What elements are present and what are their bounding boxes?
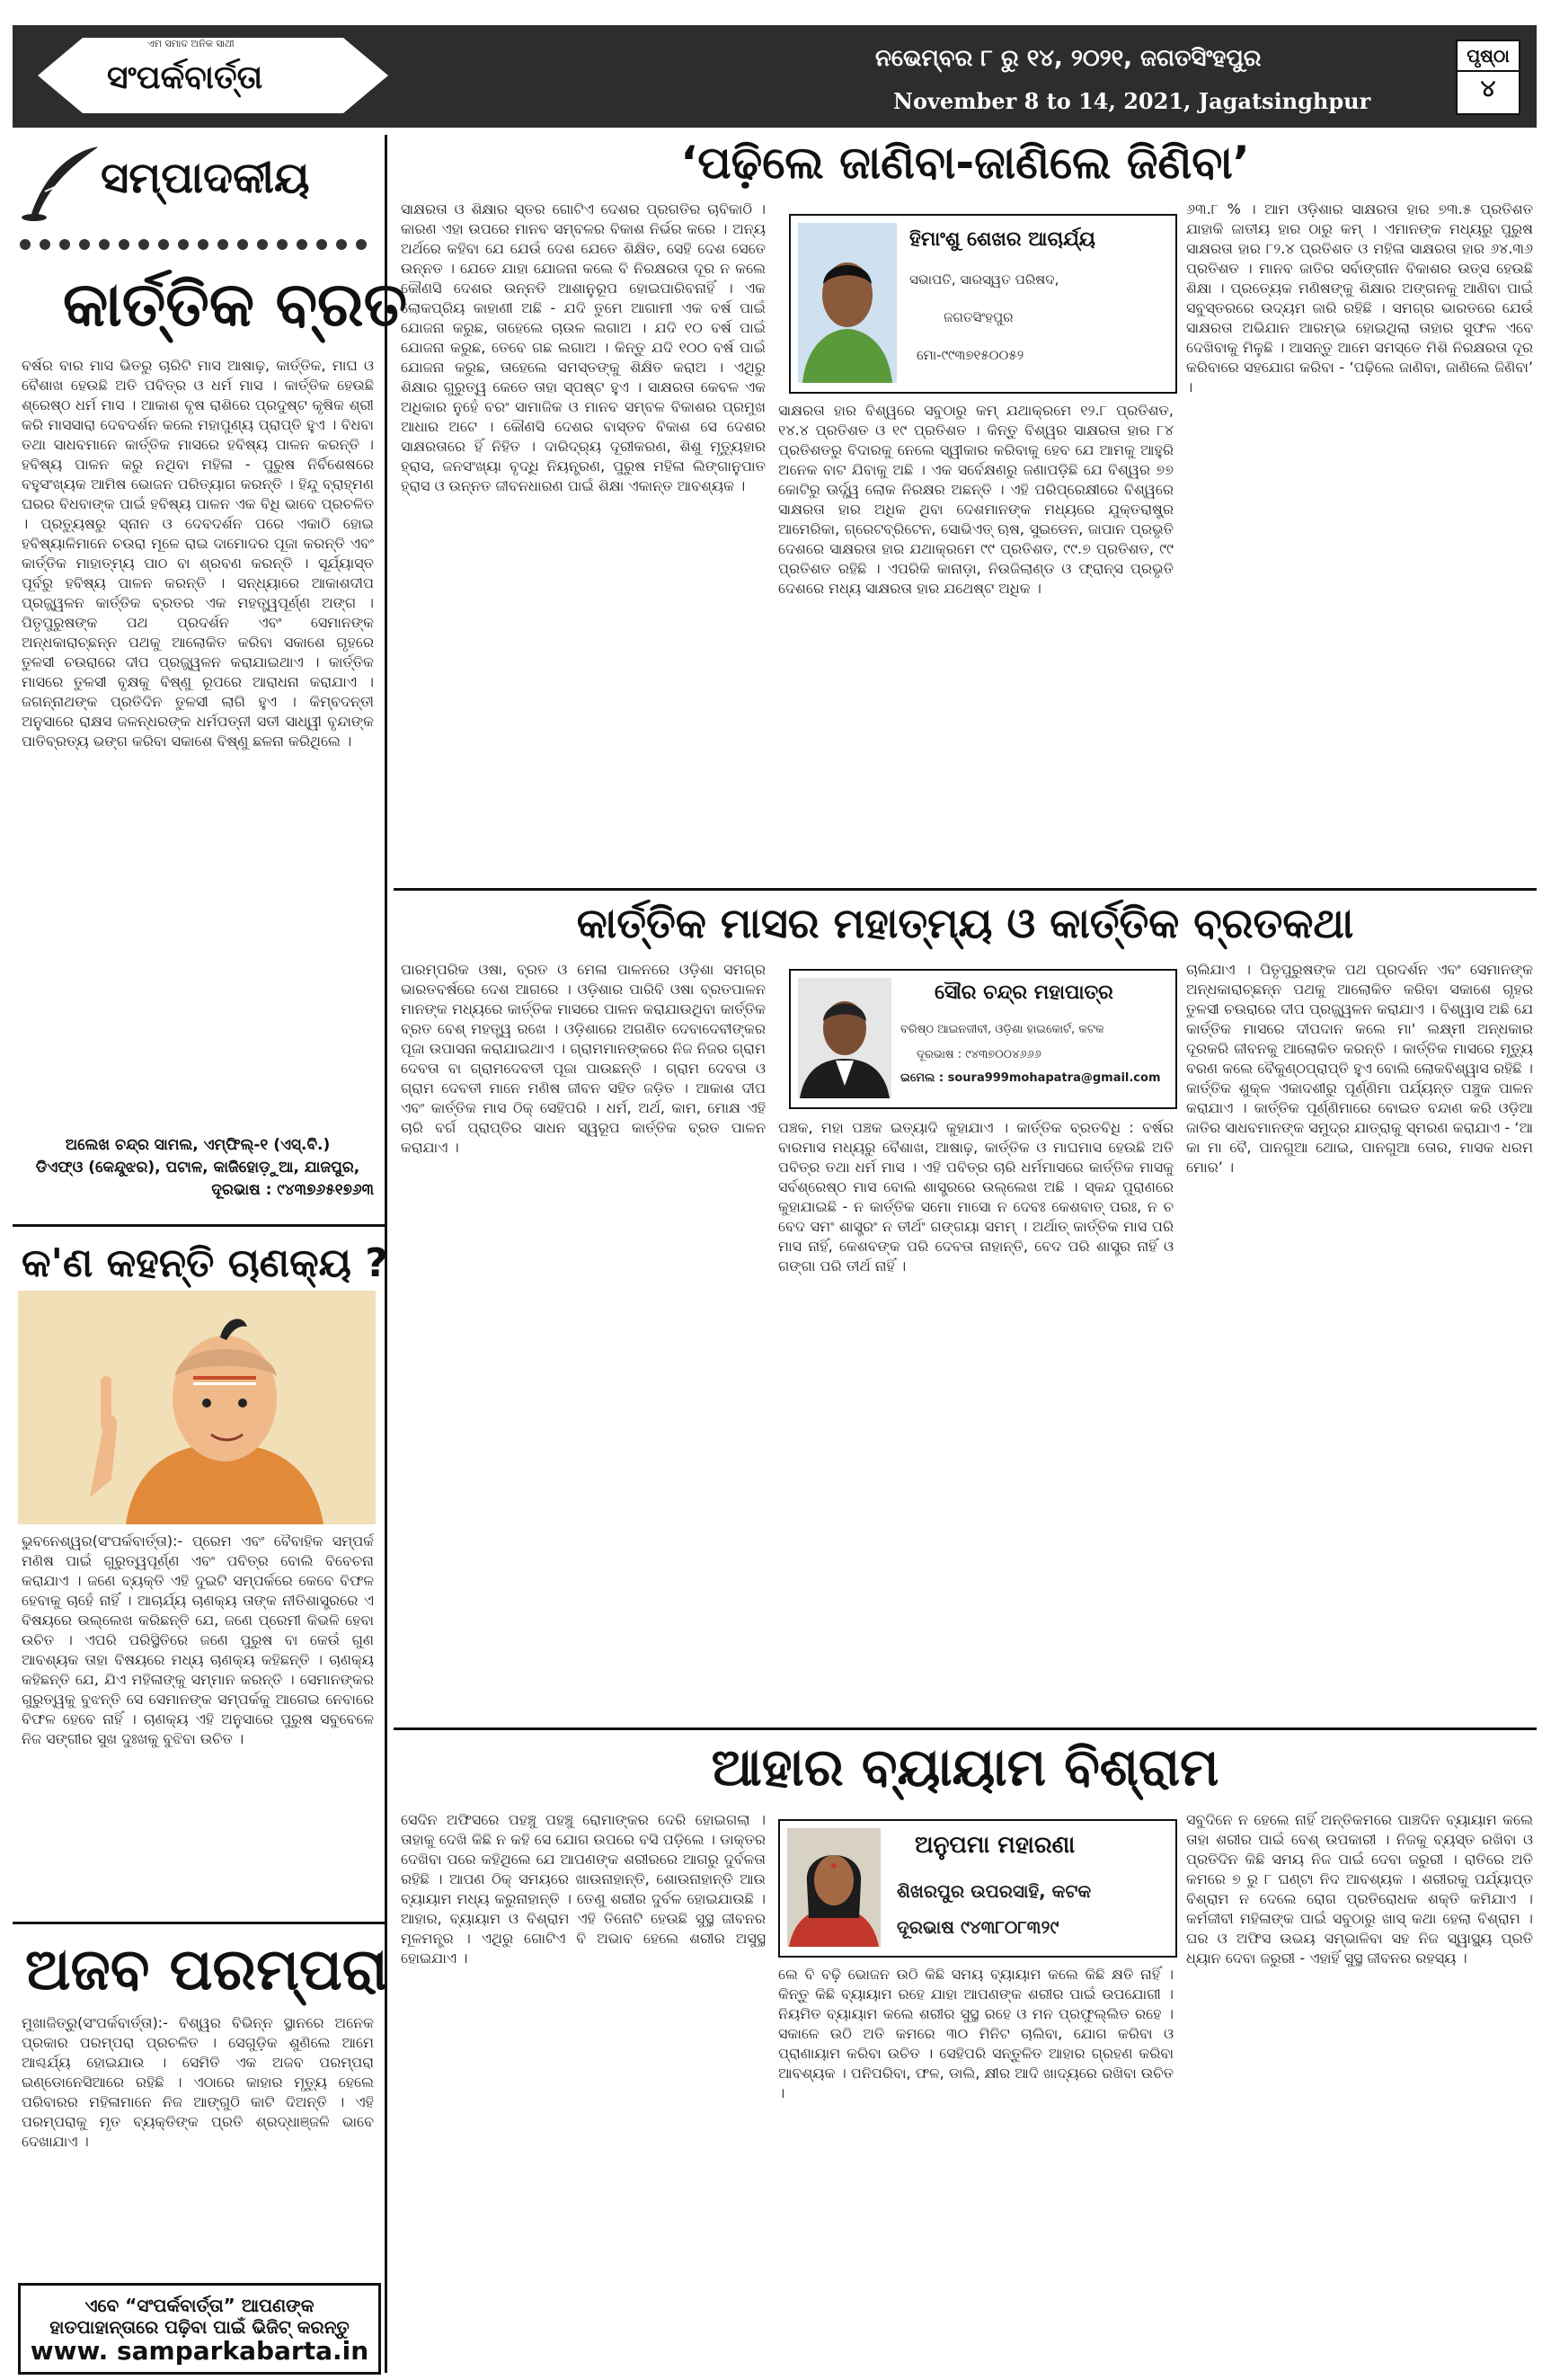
author-phone: ଦୂରଭାଷ : ୯୪୩୭୦୦୪୬୬୬ [917, 1048, 1041, 1061]
editorial-heading: ସମ୍ପାଦକୀୟ [101, 153, 310, 203]
logo-tagline: ଏମ ସମାଦ ଅନିକ ସାଥୀ [147, 38, 235, 49]
author-box [789, 214, 1177, 394]
article-column: ସାକ୍ଷରତା ଓ ଶିକ୍ଷାର ସ୍ତର ଗୋଟିଏ ଦେଶର ପ୍ରଗତିର ଚାବିକାଠି । କାରଣ ଏହା ଉପରେ ମାନବ ସମ୍ବଳର ବିକାଶ ନିର୍ଭର କରେ । ଅନ୍ୟ ଅର୍ଥରେ କହିବା ଯେ ଯେଉଁ ଦେଶ ଯେତେ ଶିକ୍ଷିତ, ସେହି ଦେଶ ସେତେ ଉନ୍ନତ । ଯେତେ ଯାହା ଯୋଜନା କଲେ ବି ନିରକ୍ଷରତା ଦୂର ନ କଲେ କୌଣସି ଦେଶର ଉନ୍ନତି ଆଶାନୁରୂପ ହୋଇପାରିବନାହିଁ । ଏକ ଲୋକପ୍ରିୟ କାହାଣୀ ଅଛି - ଯଦି ତୁମେ ଆଗାମୀ ଏକ ବର୍ଷ ପାଇଁ ଯୋଜନା କରୁଛ, ତାହେଲେ ଚାଉଳ ଲଗାଅ । ଯଦି ୧୦ ବର୍ଷ ପାଇଁ ଯୋଜନା କରୁଛ, ତେବେ ଗଛ ଲଗାଅ । କିନ୍ତୁ ଯଦି ୧୦୦ ବର୍ଷ ପାଇଁ ଯୋଜନା କରୁଛ, ତାହେଲେ ସମସ୍ତଙ୍କୁ ଶିକ୍ଷିତ କରାଅ । ଏଥିରୁ ଶିକ୍ଷାର ଗୁରୁତ୍ୱ କେତେ ତାହା ସ୍ପଷ୍ଟ ହୁଏ । ସାକ୍ଷରତା କେବଳ ଏକ ଅଧିକାର ନୁହେଁ ବରଂ ସାମାଜିକ ଓ ମାନବ ସମ୍ବଳ ବିକାଶର ପ୍ରମୁଖ ଆଧାର ଅଟେ । କୌଣସି ଦେଶର ବାସ୍ତବ ବିକାଶ ସେ ଦେଶର ସାକ୍ଷରତାରେ ହିଁ ନିହିତ । ଦାରିଦ୍ର୍ୟ ଦୂରୀକରଣ, ଶିଶୁ ମୃତ୍ୟୁହାର ହ୍ରାସ, ଜନସଂଖ୍ୟା ବୃଦ୍ଧି ନିୟନ୍ତ୍ରଣ, ପୁରୁଷ ମହିଳା ଲିଙ୍ଗାନୁପାତ ହ୍ରାସ ଓ ଉନ୍ନତ ଜୀବନଧାରଣ ପାଇଁ ଶିକ୍ଷା ଏକାନ୍ତ ଆବଶ୍ୟକ । [401, 200, 766, 494]
author-email: ଇମେଲ : soura999mohapatra@gmail.com [900, 1071, 1161, 1085]
article-column: ସେଦିନ ଅଫିସରେ ପହଞ୍ଚୁ ପହଞ୍ଚୁ ରୋମାଙ୍କର ଦେରି ହୋଇଗଲା । ତାହାକୁ ଦେଖି କିଛି ନ କହି ସେ ଯୋଗ ଉପରେ ବସି ପଡ଼ିଲେ । ଡାକ୍ତର ଦେଖିବା ପରେ କହିଥିଲେ ଯେ ଆପଣଙ୍କ ଶରୀରରେ ଆଗରୁ ଦୁର୍ବଳତା ରହିଛି । ଆପଣ ଠିକ୍ ସମୟରେ ଖାଉନାହାନ୍ତି, ଶୋଉନାହାନ୍ତି ଆଉ ବ୍ୟାୟାମ ମଧ୍ୟ କରୁନାହାନ୍ତି । ତେଣୁ ଶରୀର ଦୁର୍ବଳ ହୋଇଯାଉଛି । ଆହାର, ବ୍ୟାୟାମ ଓ ବିଶ୍ରାମ ଏହି ତିନୋଟି ହେଉଛି ସୁସ୍ଥ ଜୀବନର ମୂଳମନ୍ତ୍ର । ଏଥିରୁ ଗୋଟିଏ ବି ଅଭାବ ହେଲେ ଶରୀର ଅସୁସ୍ଥ ହୋଇଯାଏ । [401, 1811, 766, 1967]
section-divider [13, 1922, 385, 1924]
author-phone: ଦୂରଭାଷ ୯୪୩୮୦୮୩୨୯ [897, 1916, 1059, 1938]
article-column: ପାରମ୍ପରିକ ଓଷା, ବ୍ରତ ଓ ମେଳା ପାଳନରେ ଓଡ଼ିଶା ସମଗ୍ର ଭାରତବର୍ଷରେ ଦେଶ ଆଗରେ । ଓଡ଼ିଶାର ପାରିବି ଓଷା ବ୍ରତପାଳନ ମାନଙ୍କ ମଧ୍ୟରେ କାର୍ତ୍ତିକ ମାସରେ ପାଳନ କରାଯାଉଥିବା କାର୍ତ୍ତିକ ବ୍ରତ ବେଶ୍ ମହତ୍ତ୍ୱ ରଖେ । ଓଡ଼ିଶାରେ ଅଗଣିତ ଦେବାଦେବୀଙ୍କର ପୂଜା ଉପାସନା କରାଯାଇଥାଏ । ଗ୍ରାମମାନଙ୍କରେ ନିଜ ନିଜର ଗ୍ରାମ ଦେବତା ବା ଗ୍ରାମଦେବତୀ ପୂଜା ପାଉଛନ୍ତି । ଗ୍ରାମ ଦେବତା ଓ ଗ୍ରାମ ଦେବତୀ ମାନେ ମଣିଷ ଜୀବନ ସହିତ ଜଡ଼ିତ । ଆକାଶ ଦୀପ ଏବଂ କାର୍ତ୍ତିକ ମାସ ଠିକ୍ ସେହିପରି । ଧର୍ମ, ଅର୍ଥ, କାମ, ମୋକ୍ଷ ଏହି ଚାରି ବର୍ଗ ପ୍ରାପ୍ତିର ସାଧନ ସ୍ୱରୂପ କାର୍ତ୍ତିକ ବ୍ରତ ପାଳନ କରାଯାଏ । [401, 961, 766, 1156]
website-link[interactable]: www. samparkabarta.in [30, 2336, 369, 2366]
masthead [13, 25, 1537, 128]
article-column: ସାକ୍ଷରତା ହାର ବିଶ୍ୱରେ ସବୁଠାରୁ କମ୍ ଯଥାକ୍ରମେ ୧୨.୮ ପ୍ରତିଶତ, ୧୪.୪ ପ୍ରତିଶତ ଓ ୧୯ ପ୍ରତିଶତ । କିନ୍ତୁ ବିଶ୍ୱର ସାକ୍ଷରତା ହାର ୮୪ ପ୍ରତିଶତରୁ ବିଦାରକୁ ନେଲେ ସ୍ୱୀକାର କରିବାକୁ ହେବ ଯେ ଆମକୁ ଆହୁରି ଅନେକ ବାଟ ଯିବାକୁ ଅଛି । ଏକ ସର୍ବେକ୍ଷଣରୁ ଜଣାପଡ଼ିଛି ଯେ ବିଶ୍ୱର ୭୭ କୋଟିରୁ ଊର୍ଦ୍ଧ୍ୱ ଲୋକ ନିରକ୍ଷର ଅଛନ୍ତି । ଏହି ପରିପ୍ରେକ୍ଷୀରେ ବିଶ୍ୱରେ ସାକ୍ଷରତା ହାର ଅଧିକ ଥିବା ଦେଶମାନଙ୍କ ମଧ୍ୟରେ ଯୁକ୍ତରାଷ୍ଟ୍ର ଆମେରିକା, ଗ୍ରେଟବ୍ରିଟେନ, ସୋଭିଏତ୍ ଋଷ, ସୁଇଡେନ, ଜାପାନ ପ୍ରଭୃତି ଦେଶରେ ସାକ୍ଷରତା ହାର ଯଥାକ୍ରମେ ୯୯ ପ୍ରତିଶତ, ୯୯.୭ ପ୍ରତିଶତ, ୯୯ ପ୍ରତିଶତ ରହିଛି । ଏପରିକି କାନାଡ଼ା, ନିଉଜିଲାଣ୍ଡ ଓ ଫ୍ରାନ୍ସ ପ୍ରଭୃତି ଦେଶରେ ମଧ୍ୟ ସାକ୍ଷରତା ହାର ଯଥେଷ୍ଟ ଅଧିକ । [778, 402, 1174, 597]
chanakya-heading: କ'ଣ କହନ୍ତି ଚାଣକ୍ୟ ? [22, 1240, 388, 1286]
promo-text: ଏବେ “ସଂପର୍କବାର୍ତ୍ତା” ଆପଣଙ୍କ ହାତପାହାନ୍ତାରେ ପଢ଼ିବା ପାଇଁ ଭିଜିଟ୍ କରନ୍ତୁ [49, 2295, 350, 2338]
author-box [789, 969, 1177, 1109]
author-box [778, 1819, 1177, 1958]
author-photo [787, 1828, 881, 1947]
author-place: ଶିଖରପୁର ଉପରସାହି, କଟକ [897, 1880, 1092, 1902]
article-headline: କାର୍ତ୍ତିକ ମାସର ମହାତ୍ମ୍ୟ ଓ କାର୍ତ୍ତିକ ବ୍ରତକଥା [576, 899, 1354, 947]
article-headline: ଆହାର ବ୍ୟାୟାମ ବିଶ୍ରାମ [711, 1736, 1219, 1798]
dotted-divider [18, 235, 376, 253]
page-label: ପୃଷ୍ଠା [1458, 41, 1519, 72]
article-column: ସବୁଦିନେ ନ ହେଲେ ନାହିଁ ଅନ୍ତିକମରେ ପାଞ୍ଚଦିନ ବ୍ୟାୟାମ କଲେ ତାହା ଶରୀର ପାଇଁ ବେଶ୍ ଉପକାରୀ । ନିଜକୁ ବ୍ୟସ୍ତ ରଖିବା ଓ ପ୍ରତିଦିନ କିଛି ସମୟ ନିଜ ପାଇଁ ଦେବା ଜରୁରୀ । ରାତିରେ ଅତି କମରେ ୭ ରୁ ୮ ଘଣ୍ଟା ନିଦ ଆବଶ୍ୟକ । ଶରୀରକୁ ପର୍ଯ୍ୟାପ୍ତ ବିଶ୍ରାମ ନ ଦେଲେ ରୋଗ ପ୍ରତିରୋଧକ ଶକ୍ତି କମିଯାଏ । କର୍ମଜୀବୀ ମହିଳାଙ୍କ ପାଇଁ ସବୁଠାରୁ ଖାସ୍ କଥା ହେଲା ବିଶ୍ରାମ । ଘର ଓ ଅଫିସ ଉଭୟ ସମ୍ଭାଳିବା ସହ ନିଜ ସ୍ୱାସ୍ଥ୍ୟ ପ୍ରତି ଧ୍ୟାନ ଦେବା ଜରୁରୀ - ଏହାହିଁ ସୁସ୍ଥ ଜୀବନର ରହସ୍ୟ । [1186, 1811, 1533, 1967]
editorial-byline [22, 1134, 374, 1202]
author-role: ସଭାପତି, ସାରସ୍ୱତ ପରିଷଦ, [909, 271, 1059, 288]
author-role: ବରିଷ୍ଠ ଆଇନଜୀବୀ, ଓଡ଼ିଶା ହାଇକୋର୍ଟ, କଟକ [900, 1023, 1104, 1036]
article-column: ଚାଲିଯାଏ । ପିତୃପୁରୁଷଙ୍କ ପଥ ପ୍ରଦର୍ଶନ ଏବଂ ସେମାନଙ୍କ ଅନ୍ଧକାରାଚ୍ଛନ୍ନ ପଥକୁ ଆଲୋକିତ କରିବା ସକାଶେ ଗୃହର ତୁଳସୀ ଚଉରାରେ ଦୀପ ପ୍ରଜ୍ଜ୍ୱଳନ କରାଯାଏ । ବିଶ୍ୱାସ ଅଛି ଯେ କାର୍ତ୍ତିକ ମାସରେ ଦୀପଦାନ କଲେ ମା' ଲକ୍ଷ୍ମୀ ଅନ୍ଧକାର ଦୂରକରି ଜୀବନକୁ ଆଲୋକିତ କରନ୍ତି । କାର୍ତ୍ତିକ ମାସରେ ମୃତ୍ୟୁ ବରଣ କଲେ ବୈକୁଣ୍ଠପ୍ରାପ୍ତି ହୁଏ ବୋଲି ଲୋକବିଶ୍ୱାସ ରହିଛି । କାର୍ତ୍ତିକ ଶୁକ୍ଳ ଏକାଦଶୀରୁ ପୂର୍ଣ୍ଣିମା ପର୍ଯ୍ୟନ୍ତ ପଞ୍ଚୁକ ପାଳନ କରାଯାଏ । କାର୍ତ୍ତିକ ପୂର୍ଣ୍ଣିମାରେ ବୋଇତ ବନ୍ଦାଣ କରି ଓଡ଼ିଆ ଜାତିର ସାଧବମାନଙ୍କ ସମୁଦ୍ର ଯାତ୍ରାକୁ ସ୍ମରଣ କରାଯାଏ - ‘ଆ କା ମା ବୈ, ପାନଗୁଆ ଥୋଇ, ପାନଗୁଆ ତୋର, ମାସକ ଧରମ ମୋର’ । [1186, 961, 1533, 1176]
article-headline: ‘ପଢ଼ିଲେ ଜାଣିବା-ଜାଣିଲେ ଜିଣିବା’ [680, 137, 1250, 189]
chanakya-body: ଭୁବନେଶ୍ୱର(ସଂପର୍କବାର୍ତ୍ତା):- ପ୍ରେମ ଏବଂ ବୈବାହିକ ସମ୍ପର୍କ ମଣିଷ ପାଇଁ ଗୁରୁତ୍ୱପୂର୍ଣ୍ଣ ଏବଂ ପବିତ୍ର ବୋଲି ବିବେଚନା କରାଯାଏ । ଜଣେ ବ୍ୟକ୍ତି ଏହି ଦୁଇଟି ସମ୍ପର୍କରେ କେବେ ବିଫଳ ହେବାକୁ ଚାହେଁ ନାହିଁ । ଆଚାର୍ଯ୍ୟ ଚାଣକ୍ୟ ତାଙ୍କ ନୀତିଶାସ୍ତ୍ରରେ ଏ ବିଷୟରେ ଉଲ୍ଲେଖ କରିଛନ୍ତି ଯେ, ଜଣେ ପ୍ରେମୀ କିଭଳି ହେବା ଉଚିତ । ଏପରି ପରିସ୍ଥିତିରେ ଜଣେ ପୁରୁଷ ବା କେଉଁ ଗୁଣ ଆବଶ୍ୟକ ତାହା ବିଷୟରେ ମଧ୍ୟ ଚାଣକ୍ୟ କହିଛନ୍ତି । ଚାଣକ୍ୟ କହିଛନ୍ତି ଯେ, ଯିଏ ମହିଳାଙ୍କୁ ସମ୍ମାନ କରନ୍ତି । ସେମାନଙ୍କର ଗୁରୁତ୍ୱକୁ ବୁଝନ୍ତି ସେ ସେମାନଙ୍କ ସମ୍ପର୍କକୁ ଆଗେଇ ନେବାରେ ବିଫଳ ହେବେ ନାହିଁ । ଚାଣକ୍ୟ ଏହି ଅନୁସାରେ ପୁରୁଷ ସବୁବେଳେ ନିଜ ସଙ୍ଗୀର ସୁଖ ଦୁଃଖକୁ ବୁଝିବା ଉଚିତ । [22, 1532, 374, 1747]
ajaba-body: ମୁଖାଜିତ୍ରୁ(ସଂପର୍କବାର୍ତ୍ତା):- ବିଶ୍ୱର ବିଭିନ୍ନ ସ୍ଥାନରେ ଅନେକ ପ୍ରକାର ପରମ୍ପରା ପ୍ରଚଳିତ । ସେଗୁଡ଼ିକ ଶୁଣିଲେ ଆମେ ଆଶ୍ଚର୍ଯ୍ୟ ହୋଇଯାଉ । ସେମିତି ଏକ ଅଜବ ପରମ୍ପରା ଇଣ୍ଡୋନେସିଆରେ ରହିଛି । ଏଠାରେ କାହାର ମୃତ୍ୟୁ ହେଲେ ପରିବାରର ମହିଳାମାନେ ନିଜ ଆଙ୍ଗୁଠି କାଟି ଦିଅନ୍ତି । ଏହି ପରମ୍ପରାକୁ ମୃତ ବ୍ୟକ୍ତିଙ୍କ ପ୍ରତି ଶ୍ରଦ୍ଧାଞ୍ଜଳି ଭାବେ ଦେଖାଯାଏ । [22, 2014, 374, 2150]
article-column: ପଞ୍ଚକ, ମହା ପଞ୍ଚକ ଇତ୍ୟାଦି କୁହାଯାଏ । କାର୍ତ୍ତିକ ବ୍ରତବିଧି : ବର୍ଷର ବାରମାସ ମଧ୍ୟରୁ ବୈଶାଖ, ଆଷାଢ଼, କାର୍ତ୍ତିକ ଓ ମାଘମାସ ହେଉଛି ଅତି ପବିତ୍ର ତଥା ଧର୍ମ ମାସ । ଏହି ପବିତ୍ର ଚାରି ଧର୍ମମାସରେ କାର୍ତ୍ତିକ ମାସକୁ ସର୍ବଶ୍ରେଷ୍ଠ ମାସ ବୋଲି ଶାସ୍ତ୍ରରେ ଉଲ୍ଲେଖ ଅଛି । ସ୍କନ୍ଦ ପୁରାଣରେ କୁହାଯାଇଛି - ନ କାର୍ତ୍ତିକ ସମୋ ମାସୋ ନ ଦେବଃ କେଶବାତ୍ ପରଃ, ନ ଚ ବେଦ ସମଂ ଶାସ୍ତ୍ରଂ ନ ତୀର୍ଥଂ ଗଙ୍ଗୟା ସମମ୍ । ଅର୍ଥାତ୍ କାର୍ତ୍ତିକ ମାସ ପରି ମାସ ନାହିଁ, କେଶବଙ୍କ ପରି ଦେବତା ନାହାନ୍ତି, ବେଦ ପରି ଶାସ୍ତ୍ର ନାହିଁ ଓ ଗଙ୍ଗା ପରି ତୀର୍ଥ ନାହିଁ । [778, 1119, 1174, 1274]
byline-phone: ଦୂରଭାଷ : ୯୪୩୭୬୫୧୭୬୩ [211, 1181, 374, 1199]
author-phone: ମୋ-୯୯୩୭୧୫୦୦୫୨ [917, 347, 1024, 363]
author-photo [798, 978, 891, 1098]
author-name: ହିମାଂଶୁ ଶେଖର ଆଚାର୍ଯ୍ୟ [909, 228, 1095, 251]
editorial-title: କାର୍ତ୍ତିକ ବ୍ରତ [63, 270, 408, 341]
quill-icon [18, 142, 108, 223]
section-divider [13, 1224, 385, 1227]
page-number: ୪ [1480, 75, 1496, 102]
author-name: ଅନୁପମା ମହାରଣା [915, 1832, 1076, 1859]
issue-date-odia: ନଭେମ୍ବର ୮ ରୁ ୧୪, ୨୦୨୧, ଜଗତସିଂହପୁର [875, 45, 1262, 72]
website-promo [18, 2283, 381, 2375]
author-place: ଜଗତସିଂହପୁର [944, 309, 1014, 325]
editorial-body: ବର୍ଷର ବାର ମାସ ଭିତରୁ ଚାରିଟି ମାସ ଆଷାଢ଼, କାର୍ତ୍ତିକ, ମାଘ ଓ ବୈଶାଖ ହେଉଛି ଅତି ପବିତ୍ର ଓ ଧର୍ମ ମାସ । କାର୍ତ୍ତିକ ହେଉଛି ଶ୍ରେଷ୍ଠ ଧର୍ମ ମାସ । ଆକାଶ ବୃଷ ରାଶିରେ ପ୍ରଦୁଷ୍ଟ କୃଷିକ ଶ୍ରୀ କରି ମାସସାରା ଦେବଦର୍ଶନ କଲେ ମହାପୁଣ୍ୟ ପ୍ରାପ୍ତି ହୁଏ । ବିଧବା ତଥା ସାଧବମାନେ କାର୍ତ୍ତିକ ମାସରେ ହବିଷ୍ୟ ପାଳନ କରନ୍ତି । ହବିଷ୍ୟ ପାଳନ କରୁ ନଥିବା ମହିଳା - ପୁରୁଷ ନିର୍ବିଶେଷରେ ବହୁସଂଖ୍ୟକ ଆମିଷ ଭୋଜନ ପରିତ୍ୟାଗ କରନ୍ତି । ହିନ୍ଦୁ ବ୍ରାହ୍ମଣ ଘରର ବିଧବାଙ୍କ ପାଇଁ ହବିଷ୍ୟ ପାଳନ ଏକ ବିଧି ଭାବେ ପ୍ରଚଳିତ । ପ୍ରତ୍ୟୁଷରୁ ସ୍ନାନ ଓ ଦେବଦର୍ଶନ ପରେ ଏକାଠି ହୋଇ ହବିଷ୍ୟାଳିମାନେ ଚଉରା ମୂଳେ ରାଇ ଦାମୋଦର ପୂଜା କରନ୍ତି ଏବଂ କାର୍ତ୍ତିକ ମାହାତ୍ମ୍ୟ ପାଠ ବା ଶ୍ରବଣ କରନ୍ତି । ସୂର୍ଯ୍ୟାସ୍ତ ପୂର୍ବରୁ ହବିଷ୍ୟ ପାଳନ କରନ୍ତି । ସନ୍ଧ୍ୟାରେ ଆକାଶଦୀପ ପ୍ରଜ୍ଜ୍ୱଳନ କାର୍ତ୍ତିକ ବ୍ରତର ଏକ ମହତ୍ତ୍ୱପୂର୍ଣ୍ଣ ଅଙ୍ଗ । ପିତୃପୁରୁଷଙ୍କ ପଥ ପ୍ରଦର୍ଶନ ଏବଂ ସେମାନଙ୍କ ଅନ୍ଧକାରାଚ୍ଛନ୍ନ ପଥକୁ ଆଲୋକିତ କରିବା ସକାଶେ ଗୃହରେ ତୁଳସୀ ଚଉରାରେ ଦୀପ ପ୍ରଜ୍ଜ୍ୱଳନ କରାଯାଇଥାଏ । କାର୍ତ୍ତିକ ମାସରେ ତୁଳସୀ ବୃକ୍ଷକୁ ବିଷ୍ଣୁ ରୂପରେ ଆରାଧନା କରାଯାଏ । ଜଗନ୍ନାଥଙ୍କ ପ୍ରତିଦିନ ତୁଳସୀ ଲାଗି ହୁଏ । କିମ୍ବଦନ୍ତୀ ଅନୁସାରେ ରାକ୍ଷସ ଜଳନ୍ଧରଙ୍କ ଧର୍ମପତ୍ନୀ ସତୀ ସାଧ୍ୱୀ ବୃନ୍ଦାଙ୍କ ପାତିବ୍ରତ୍ୟ ଭଙ୍ଗ କରିବା ସକାଶେ ବିଷ୍ଣୁ ଛଳନା କରିଥିଲେ । [22, 357, 374, 750]
author-name: ସୌର ଚନ୍ଦ୍ର ମହାପାତ୍ର [935, 981, 1113, 1004]
byline-place: ଡିଏଫ୍‌ଓ (କେନ୍ଦୁଝର), ପଟାଳ, କାଜିହୋଡ଼ୁଆ, ଯାଜପୁର, [35, 1159, 360, 1177]
section-divider [394, 1727, 1537, 1730]
article-column: ୬୩.୮ % । ଆମ ଓଡ଼ିଶାର ସାକ୍ଷରତା ହାର ୭୩.୫ ପ୍ରତିଶତ ଯାହାକି ଜାତୀୟ ହାର ଠାରୁ କମ୍ । ଏମାନଙ୍କ ମଧ୍ୟରୁ ପୁରୁଷ ସାକ୍ଷରତା ହାର ୮୨.୪ ପ୍ରତିଶତ ଓ ମହିଳା ସାକ୍ଷରତା ହାର ୬୪.୩୬ ପ୍ରତିଶତ । ମାନବ ଜାତିର ସର୍ବାଙ୍ଗୀନ ବିକାଶର ଉତ୍ସ ହେଉଛି ଶିକ୍ଷା । ପ୍ରତ୍ୟେକ ମଣିଷଙ୍କୁ ଶିକ୍ଷାର ଅଙ୍ଗନକୁ ଆଣିବା ପାଇଁ ସବୁସ୍ତରରେ ଉଦ୍ୟମ ଜାରି ରହିଛି । ସମଗ୍ର ଭାରତରେ ଯେଉଁ ସାକ୍ଷରତା ଅଭିଯାନ ଆରମ୍ଭ ହୋଇଥିଲା ତାହାର ସୁଫଳ ଏବେ ଦେଖିବାକୁ ମିଳୁଛି । ଆସନ୍ତୁ ଆମେ ସମସ୍ତେ ମିଶି ନିରକ୍ଷରତା ଦୂର କରିବାରେ ସହଯୋଗ କରିବା - ‘ପଢ଼ିଲେ ଜାଣିବା, ଜାଣିଲେ ଜିଣିବା’ । [1186, 200, 1533, 395]
byline-name: ଅଲେଖ ଚନ୍ଦ୍ର ସାମଲ, ଏମ୍‌ଫିଲ୍-୧ (ଏସ୍‌.ବି.) [65, 1136, 331, 1154]
chanakya-portrait [18, 1291, 376, 1524]
author-photo [798, 223, 897, 383]
logo-name: ସଂପର୍କବାର୍ତ୍ତା [107, 59, 263, 96]
section-divider [394, 888, 1537, 891]
article-column: ଲେ ବି ବଢ଼ି ଭୋଜନ ଉଠି କିଛି ସମୟ ବ୍ୟାୟାମ କଲେ କିଛି କ୍ଷତି ନାହିଁ । କିନ୍ତୁ କିଛି ବ୍ୟାୟାମ ରହେ ଯାହା ଆପଣଙ୍କ ଶରୀର ପାଇଁ ଉପଯୋଗୀ । ନିୟମିତ ବ୍ୟାୟାମ କଲେ ଶରୀର ସୁସ୍ଥ ରହେ ଓ ମନ ପ୍ରଫୁଲ୍ଲିତ ରହେ । ସକାଳେ ଉଠି ଅତି କମରେ ୩୦ ମିନିଟ ଚାଲିବା, ଯୋଗ କରିବା ଓ ପ୍ରାଣାୟାମ କରିବା ଉଚିତ । ସେହିପରି ସନ୍ତୁଳିତ ଆହାର ଗ୍ରହଣ କରିବା ଆବଶ୍ୟକ । ପନିପରିବା, ଫଳ, ଡାଲି, କ୍ଷୀର ଆଦି ଖାଦ୍ୟରେ ରଖିବା ଉଚିତ । [778, 1966, 1174, 2101]
issue-date-english: November 8 to 14, 2021, Jagatsinghpur [893, 88, 1371, 114]
page-number-box [1456, 40, 1520, 115]
ajaba-heading: ଅଜବ ପରମ୍ପରା [25, 1937, 388, 2003]
